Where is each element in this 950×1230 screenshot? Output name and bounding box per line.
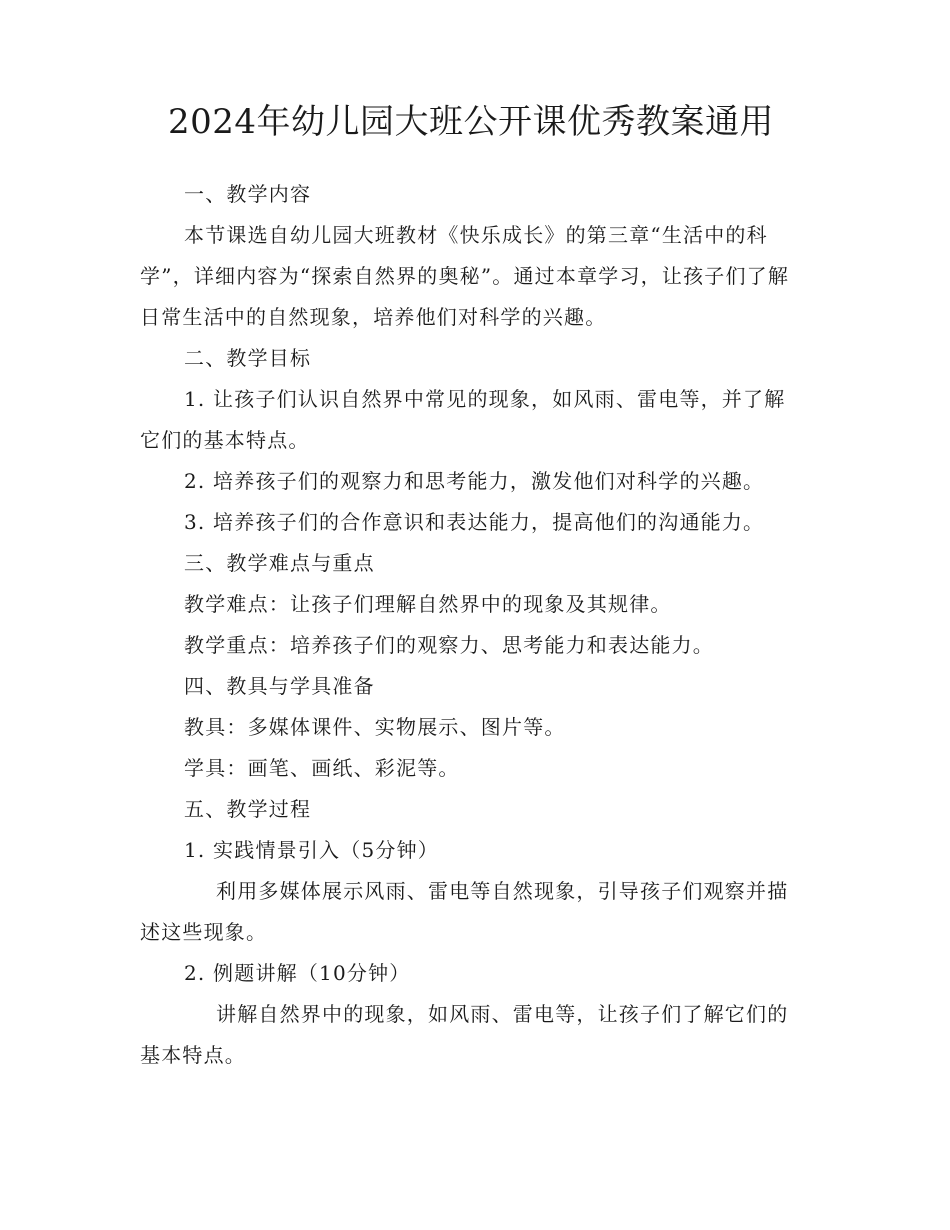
teacher-materials-text: 教具：多媒体课件、实物展示、图片等。 (184, 715, 566, 739)
process-step-1-detail: 利用多媒体展示风雨、雷电等自然现象，引导孩子们观察并描述这些现象。 (140, 879, 789, 944)
difficulty-text: 教学难点：让孩子们理解自然界中的现象及其规律。 (184, 592, 672, 616)
objective-item-2: 2. 培养孩子们的观察力和思考能力，激发他们对科学的兴趣。 (184, 469, 765, 493)
paragraph-content-description: 本节课选自幼儿园大班教材《快乐成长》的第三章“生活中的科学”，详细内容为“探索自然界的奥秘”。通过本章学习，让孩子们了解日常生活中的自然现象，培养他们对科学的兴趣。 (140, 223, 790, 329)
process-step-2: 2. 例题讲解（10分钟） (184, 961, 411, 985)
section-heading-objectives: 二、教学目标 (184, 346, 312, 370)
process-step-2-detail: 讲解自然界中的现象，如风雨、雷电等，让孩子们了解它们的基本特点。 (140, 1002, 789, 1067)
objective-item-1: 1. 让孩子们认识自然界中常见的现象，如风雨、雷电等，并了解它们的基本特点。 (140, 387, 786, 452)
section-heading-materials: 四、教具与学具准备 (184, 674, 375, 698)
section-heading-process: 五、教学过程 (184, 797, 312, 821)
student-materials-text: 学具：画笔、画纸、彩泥等。 (184, 756, 460, 780)
section-heading-content: 一、教学内容 (184, 182, 312, 206)
section-heading-difficulties: 三、教学难点与重点 (184, 551, 375, 575)
key-point-text: 教学重点：培养孩子们的观察力、思考能力和表达能力。 (184, 633, 714, 657)
process-step-1: 1. 实践情景引入（5分钟） (184, 838, 439, 862)
document-title: 2024年幼儿园大班公开课优秀教案通用 (167, 102, 775, 142)
objective-item-3: 3. 培养孩子们的合作意识和表达能力，提高他们的沟通能力。 (184, 510, 765, 534)
